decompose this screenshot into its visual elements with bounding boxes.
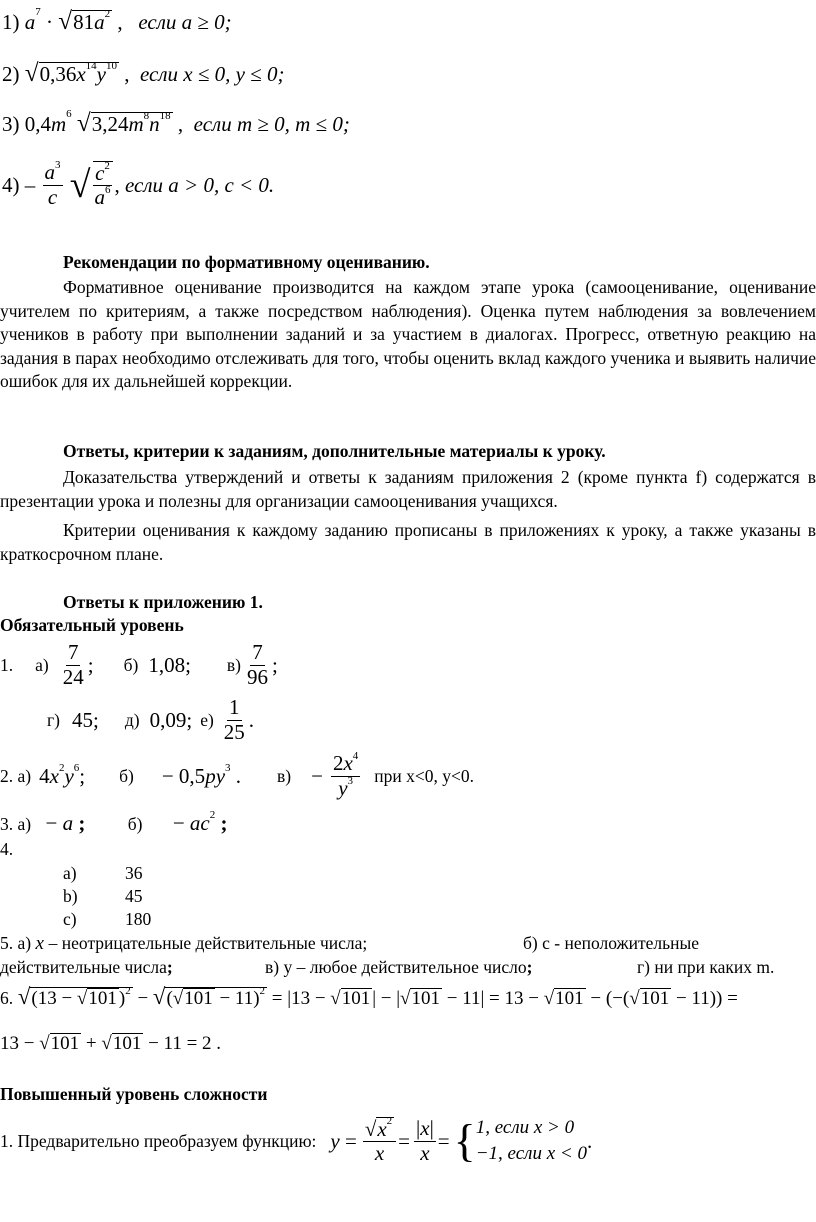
example-2: 2) $√0,36x^{14}y^{10}$ , если x ≤ 0, y ≤ 0;	[2, 60, 285, 87]
q1-b-label: б)	[123, 654, 139, 675]
q6-number: 6.	[0, 988, 14, 1008]
example-4-condition: если a > 0, c < 0.	[125, 172, 275, 197]
q2-row: 2. а) $4x^2y^6$; б) − $0,5py^3$ . в) − $\frac{2x^4}{y^3}$ при x<0, y<0.	[0, 750, 475, 800]
example-2-condition: если x ≤ 0, y ≤ 0;	[139, 62, 285, 86]
q1-g-value: 45	[72, 707, 94, 732]
q5-a-text: – неотрицательные действительные числа;	[48, 933, 368, 953]
q1-row-2: г) 45 ; д) 0,09 ; е) 1 25 .	[47, 695, 255, 744]
example-4: 4) – $a^3$ c √ $c^2$ $a^6$ , если a > 0, c < 0.	[2, 159, 275, 209]
example-3-condition: если m ≥ 0, m ≤ 0;	[193, 112, 350, 136]
appendix-1-heading: Ответы к приложению 1.	[63, 592, 263, 612]
q5-line-1: 5. а) x – неотрицательные действительные числа;	[0, 933, 368, 954]
q4-number: 4.	[0, 839, 14, 859]
example-1-condition: если a ≥ 0;	[138, 10, 232, 34]
q2-b-label: б)	[119, 765, 134, 786]
q2-a-label: 2. а)	[0, 765, 32, 786]
q5-v-text: в) y – любое действительное число;	[265, 957, 533, 977]
q5-line-2: действительные числа;	[0, 957, 173, 977]
answers-paragraph-1	[0, 466, 816, 513]
q4-item-a-label: a)	[63, 863, 77, 883]
q4-item-b-value: 45	[125, 886, 143, 906]
advanced-level-heading: Повышенный уровень сложности	[0, 1084, 268, 1104]
recommendations-text: Формативное оценивание производится на каждом этапе урока (самооценивание, оценивание учителем по критериям, а также посредством наблюдения). Оценка путем наблюдения за вовлечением учеников в работу при выполнении заданий и за участием в диалогах. Прогресс, ответную реакцию на задания в парах необходимо отслеживать для того, чтобы оценить вклад каждого ученика и выявить наличие ошибок для их дальнейшей коррекции.	[0, 277, 816, 391]
q1-row-1: 1. а) 7 24 ; б) 1,08 ; в) 7 96 ;	[0, 640, 278, 689]
q1-v-label: в)	[226, 654, 241, 675]
answers-paragraph-2	[0, 519, 816, 566]
q4-item-c-label: c)	[63, 909, 77, 929]
mandatory-level-heading: Обязательный уровень	[0, 615, 184, 635]
q4-item-a-value: 36	[125, 863, 143, 883]
recommendations-heading: Рекомендации по формативному оцениванию.	[63, 252, 430, 272]
q1-e-label: е)	[200, 709, 214, 730]
q4-item-b	[63, 886, 143, 907]
piecewise-case-1: 1, если x > 0	[475, 1117, 575, 1138]
recommendations-paragraph	[0, 276, 816, 394]
answers-paragraph-1-text: Доказательства утверждений и ответы к заданиям приложения 2 (кроме пункта f) содержатся в презентации урока и полезны для организации самооценивания учащихся.	[0, 467, 816, 511]
q1-d-label: д)	[124, 709, 140, 730]
q3-row: 3. а) − a ; $б) - ac^2$ ;	[0, 809, 228, 835]
q5-v-text-span: в) y – любое действительное число	[265, 957, 527, 977]
q1-g-label: г)	[47, 709, 61, 730]
q6-line-1: 6. √(13 − √101 )$^2 - √(√101 - 11)^2 = |13 - √101$ | − |√101 − 11| = 13 − √101 − (−(√101 − 11)) =	[0, 984, 738, 1009]
q5-line-2-a: действительные числа	[0, 957, 167, 977]
q5-b-text: б) c - неположительные	[523, 933, 699, 953]
example-3: 3) $0,4m^6$ $√3,24m^8n^{18}$ , если m ≥ 0, m ≤ 0;	[2, 108, 350, 137]
q2-v-label: в)	[277, 765, 292, 786]
q1-b-value: 1,08	[148, 652, 186, 677]
q1-a-label: а)	[35, 654, 49, 675]
q2-condition: при x<0, y<0.	[374, 765, 475, 786]
q1-d-value: 0,09	[149, 707, 187, 732]
example-4-number: 4)	[2, 172, 20, 197]
q1-number: 1.	[0, 654, 14, 675]
q3-b-label: б)	[127, 814, 143, 834]
example-1: 1) $a^7 \cdot √81a^2$ , если a ≥ 0;	[2, 6, 232, 35]
q5-a-label: 5. а)	[0, 933, 32, 953]
q4-item-c	[63, 909, 152, 930]
answers-paragraph-2-text: Критерии оценивания к каждому заданию прописаны в приложениях к уроку, а также указаны в краткосрочном плане.	[0, 520, 816, 564]
q4-item-a	[63, 863, 143, 884]
q3-a-label: 3. а)	[0, 814, 32, 834]
answers-heading: Ответы, критерии к заданиям, дополнительные материалы к уроку.	[63, 441, 606, 461]
q5-g-text: г) ни при каких m.	[637, 957, 775, 977]
advanced-q1: 1. Предварительно преобразуем функцию: y = $\frac{√x^2}{x}$ = $\frac{|x|}{x}$ = { 1, если x > 0 −1, если x < 0 .	[0, 1114, 593, 1166]
example-1-number: 1)	[2, 10, 20, 34]
q4-item-c-value: 180	[125, 909, 152, 929]
q6-line-2: 13 − √101 + √101 − 11 = 2 .	[0, 1033, 222, 1054]
example-2-number: 2)	[2, 62, 20, 86]
q4-item-b-label: b)	[63, 886, 78, 906]
example-3-number: 3)	[2, 112, 20, 136]
piecewise-case-2: −1, если x < 0	[475, 1143, 587, 1164]
advanced-q1-text: 1. Предварительно преобразуем функцию:	[0, 1130, 317, 1151]
